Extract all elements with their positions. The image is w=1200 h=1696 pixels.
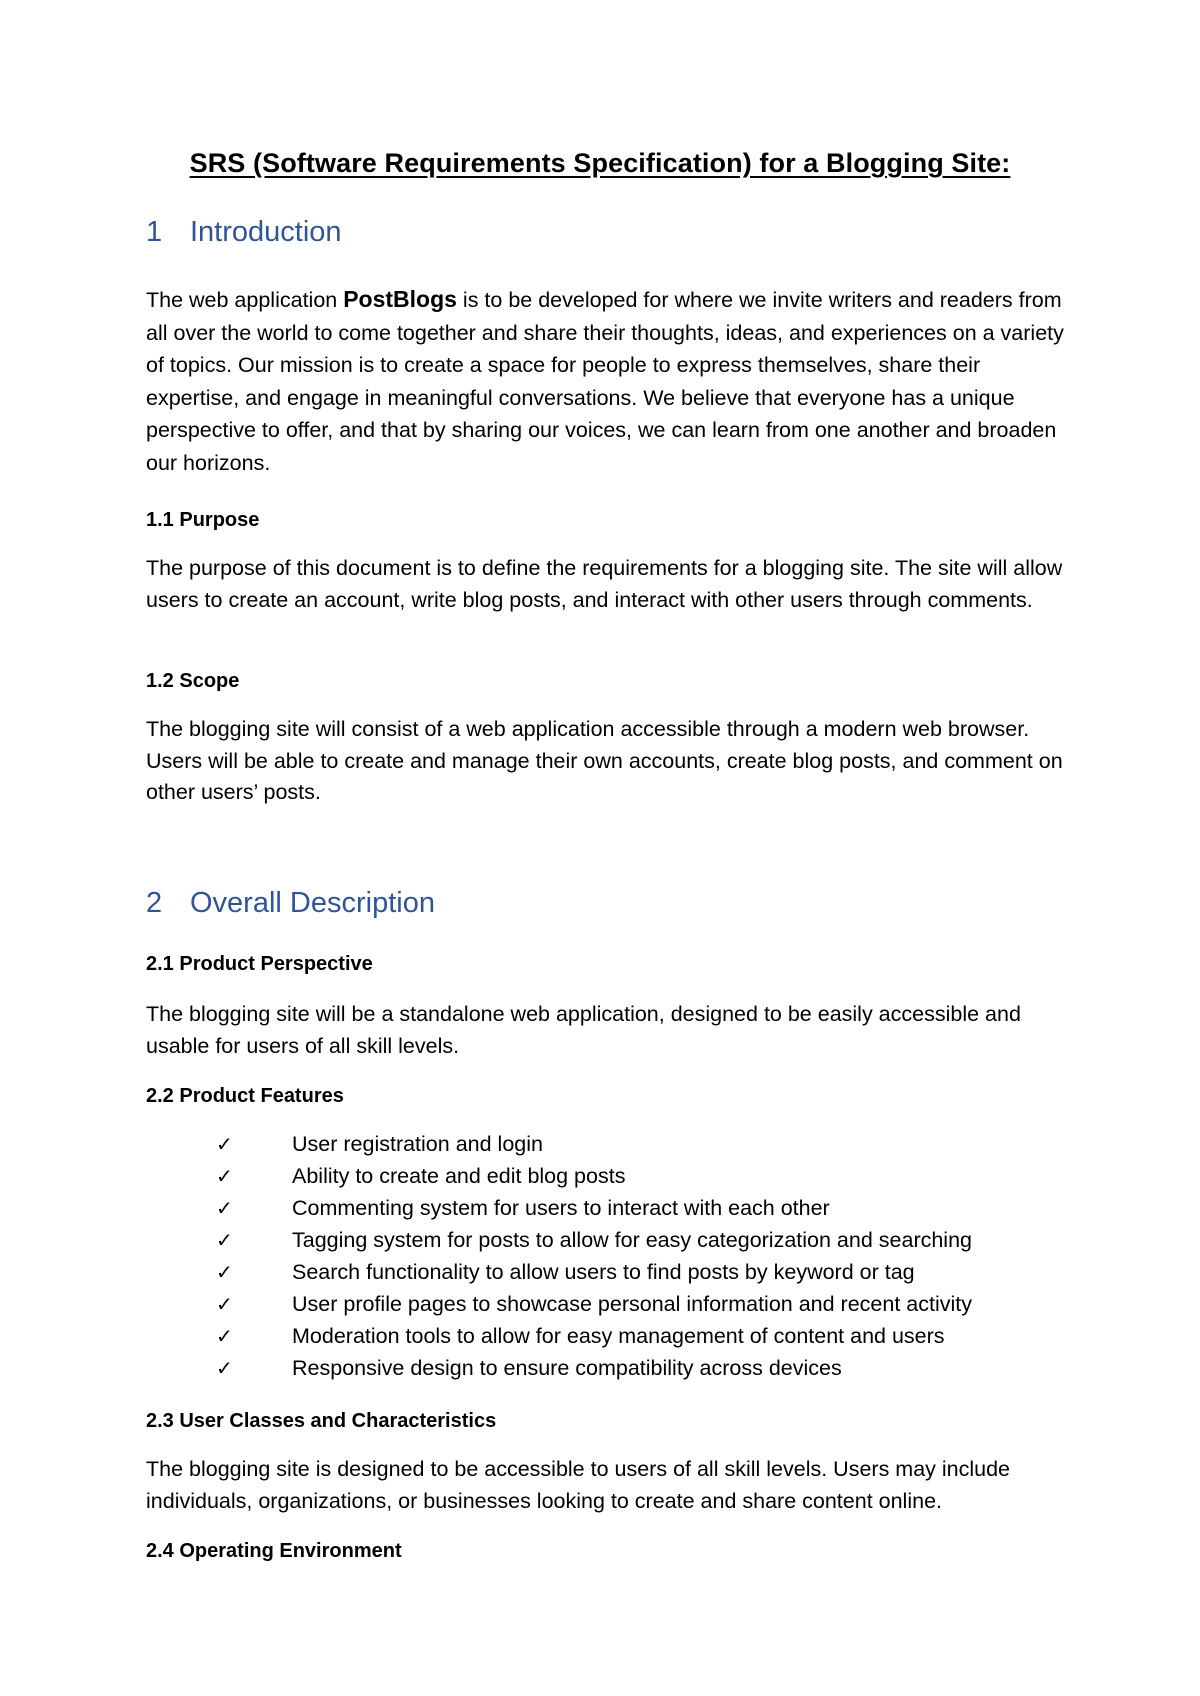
feature-text: User profile pages to showcase personal information and recent activity bbox=[292, 1292, 972, 1316]
section-heading-introduction bbox=[146, 216, 342, 249]
checkmark-icon: ✓ bbox=[216, 1292, 233, 1316]
checkmark-icon: ✓ bbox=[216, 1260, 233, 1284]
scope-heading: 1.2 Scope bbox=[146, 670, 240, 692]
purpose-paragraph: The purpose of this document is to define the requirements for a blogging site. The site will allow users to create an account, write blog posts, and interact with other users through comments. bbox=[146, 556, 1063, 612]
operating-environment-heading: 2.4 Operating Environment bbox=[146, 1540, 402, 1562]
checkmark-icon: ✓ bbox=[216, 1356, 233, 1380]
list-item bbox=[146, 1192, 972, 1224]
product-features-heading: 2.2 Product Features bbox=[146, 1085, 344, 1107]
section-number: 2 bbox=[146, 887, 163, 919]
list-item bbox=[146, 1256, 972, 1288]
feature-text: Commenting system for users to interact with each other bbox=[292, 1196, 830, 1220]
product-perspective-paragraph: The blogging site will be a standalone web application, designed to be easily accessible and usable for users of all skill levels. bbox=[146, 1002, 1021, 1058]
feature-text: Moderation tools to allow for easy management of content and users bbox=[292, 1324, 945, 1348]
section-number: 1 bbox=[146, 216, 163, 248]
checkmark-icon: ✓ bbox=[216, 1132, 233, 1156]
feature-text: Tagging system for posts to allow for easy categorization and searching bbox=[292, 1228, 973, 1252]
list-item bbox=[146, 1224, 972, 1256]
checkmark-icon: ✓ bbox=[216, 1196, 233, 1220]
section-title: Introduction bbox=[190, 216, 342, 248]
list-item bbox=[146, 1320, 972, 1352]
feature-text: Responsive design to ensure compatibility across devices bbox=[292, 1356, 842, 1380]
document-title: SRS (Software Requirements Specification) for a Blogging Site: bbox=[189, 148, 1011, 178]
section-title: Overall Description bbox=[190, 887, 435, 919]
app-name: PostBlogs bbox=[343, 286, 457, 312]
section-heading-overall-description bbox=[146, 887, 435, 920]
checkmark-icon: ✓ bbox=[216, 1228, 233, 1252]
list-item bbox=[146, 1352, 972, 1384]
product-features-list bbox=[146, 1128, 972, 1384]
list-item bbox=[146, 1128, 972, 1160]
introduction-paragraph bbox=[146, 283, 1066, 479]
intro-text-start: The web application bbox=[146, 288, 344, 312]
checkmark-icon: ✓ bbox=[216, 1164, 233, 1188]
scope-paragraph: The blogging site will consist of a web application accessible through a modern web browser. Users will be able to create and manage their own accounts, create blog posts, and comment on other users’ posts. bbox=[146, 717, 1063, 804]
intro-text-rest: is to be developed for where we invite writers and readers from all over the world to come together and share their thoughts, ideas, and experiences on a variety of topics. Our mission is to create a space for people to express themselves, share their expertise, and engage in meaningful conversations. We believe that everyone has a unique perspective to offer, and that by sharing our voices, we can learn from one another and broaden our horizons. bbox=[146, 288, 1064, 475]
user-classes-heading: 2.3 User Classes and Characteristics bbox=[146, 1410, 497, 1432]
feature-text: Ability to create and edit blog posts bbox=[292, 1164, 626, 1188]
feature-text: User registration and login bbox=[292, 1132, 543, 1156]
list-item bbox=[146, 1288, 972, 1320]
feature-text: Search functionality to allow users to find posts by keyword or tag bbox=[292, 1260, 915, 1284]
checkmark-icon: ✓ bbox=[216, 1324, 233, 1348]
list-item bbox=[146, 1160, 972, 1192]
purpose-heading: 1.1 Purpose bbox=[146, 509, 260, 531]
user-classes-paragraph: The blogging site is designed to be accessible to users of all skill levels. Users may include individuals, organizations, or businesses looking to create and share content online. bbox=[146, 1457, 1011, 1513]
product-perspective-heading: 2.1 Product Perspective bbox=[146, 953, 373, 975]
